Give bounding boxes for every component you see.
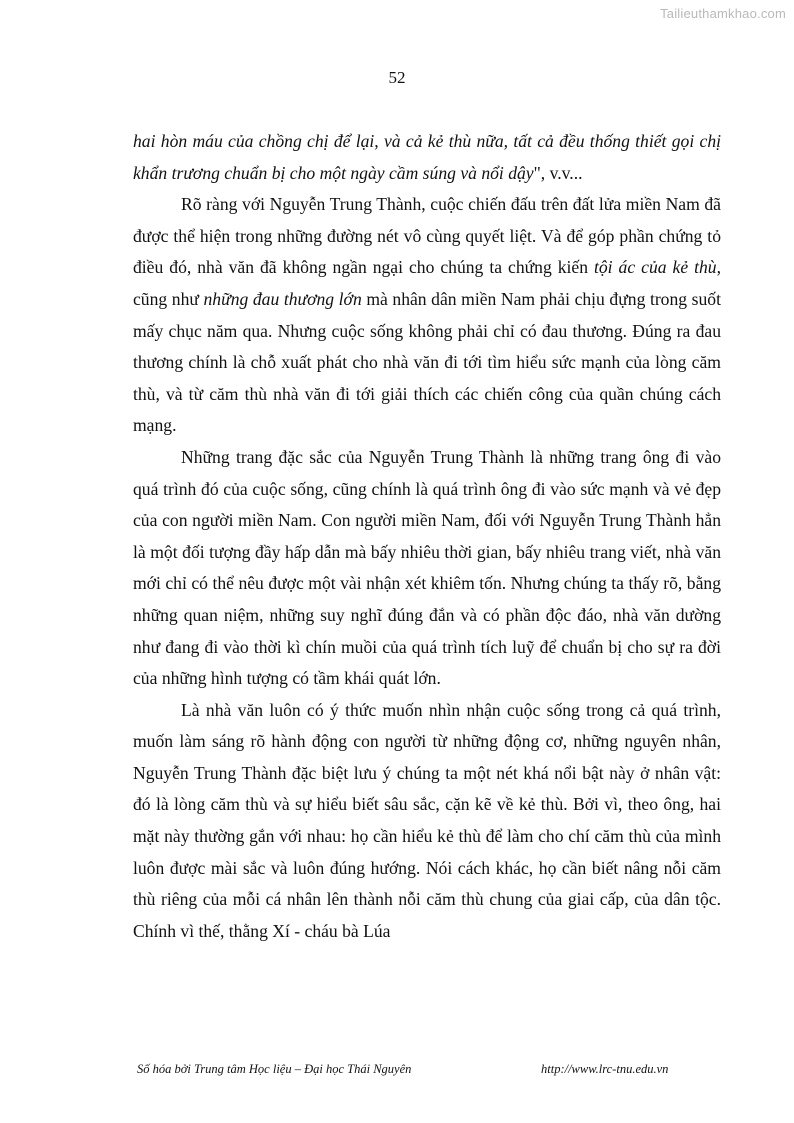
footer-url: http://www.lrc-tnu.edu.vn [541, 1062, 669, 1076]
footer [137, 1062, 697, 1077]
paragraph-1-italic-b: những đau thương lớn [203, 288, 362, 309]
italic-quote: hai hòn máu của chồng chị để lại, và cả kẻ thù nữa, tất cả đều thống thiết gọi chị khẩn trương chuẩn bị cho một ngày cầm súng và nổi dậy [133, 131, 721, 183]
watermark: Tailieuthamkhao.com [660, 6, 786, 21]
quote-ending: ", v.v... [533, 162, 583, 183]
paragraph-1 [133, 189, 721, 442]
paragraph-2: Những trang đặc sắc của Nguyễn Trung Thành là những trang ông đi vào quá trình đó của cuộc sống, cũng chính là quá trình ông đi vào sức mạnh và vẻ đẹp của con người miền Nam. Con người miền Nam, đối với Nguyễn Trung Thành hẳn là một đối tượng đầy hấp dẫn mà bấy nhiêu thời gian, bấy nhiêu trang viết, nhà văn mới chỉ có thể nêu được một vài nhận xét khiêm tốn. Nhưng chúng ta thấy rõ, bằng những quan niệm, những suy nghĩ đúng đắn và có phần độc đáo, nhà văn dường như đang đi vào thời kì chín muồi của quá trình tích luỹ để chuẩn bị cho sự ra đời của những hình tượng có tầm khái quát lớn. [133, 446, 721, 689]
page-number: 52 [388, 68, 406, 87]
paragraph-3: Là nhà văn luôn có ý thức muốn nhìn nhận cuộc sống trong cả quá trình, muốn làm sáng rõ hành động con người từ những động cơ, những nguyên nhân, Nguyễn Trung Thành đặc biệt lưu ý chúng ta một nét khá nổi bật này ở nhân vật: đó là lòng căm thù và sự hiểu biết sâu sắc, cặn kẽ về kẻ thù. Bởi vì, theo ông, hai mặt này thường gắn với nhau: họ cần hiểu kẻ thù để làm cho chí căm thù của mình luôn được mài sắc và luôn đúng hướng. Nói cách khác, họ cần biết nâng nỗi căm thù riêng của mỗi cá nhân lên thành nỗi căm thù chung của giai cấp, của dân tộc. Chính vì thế, thằng Xí - cháu bà Lúa [133, 699, 721, 941]
paragraph-quote-continuation [133, 126, 721, 189]
body-text [133, 126, 721, 947]
paragraph-1-text-c: mà nhân dân miền Nam phải chịu đựng trong suốt mấy chục năm qua. Nhưng cuộc sống không phải chỉ có đau thương. Đúng ra đau thương chính là chỗ xuất phát cho nhà văn đi tới tìm hiểu sức mạnh của lòng căm thù, và từ căm thù nhà văn đi tới giải thích các chiến công của quần chúng cách mạng. [133, 288, 721, 436]
paragraph-1-text-a: Rõ ràng với Nguyễn Trung Thành, cuộc chiến đấu trên đất lửa miền Nam đã được thể hiện trong những đường nét vô cùng quyết liệt. Và để góp phần chứng tỏ điều đó, nhà văn đã không ngần ngại cho chúng ta chứng kiến [133, 194, 721, 278]
paragraph-1-text-b: , cũng như [133, 257, 721, 309]
paragraph-1-italic-a: tội ác của kẻ thù [594, 257, 717, 278]
footer-credit: Số hóa bởi Trung tâm Học liệu – Đại học Thái Nguyên [137, 1062, 412, 1076]
